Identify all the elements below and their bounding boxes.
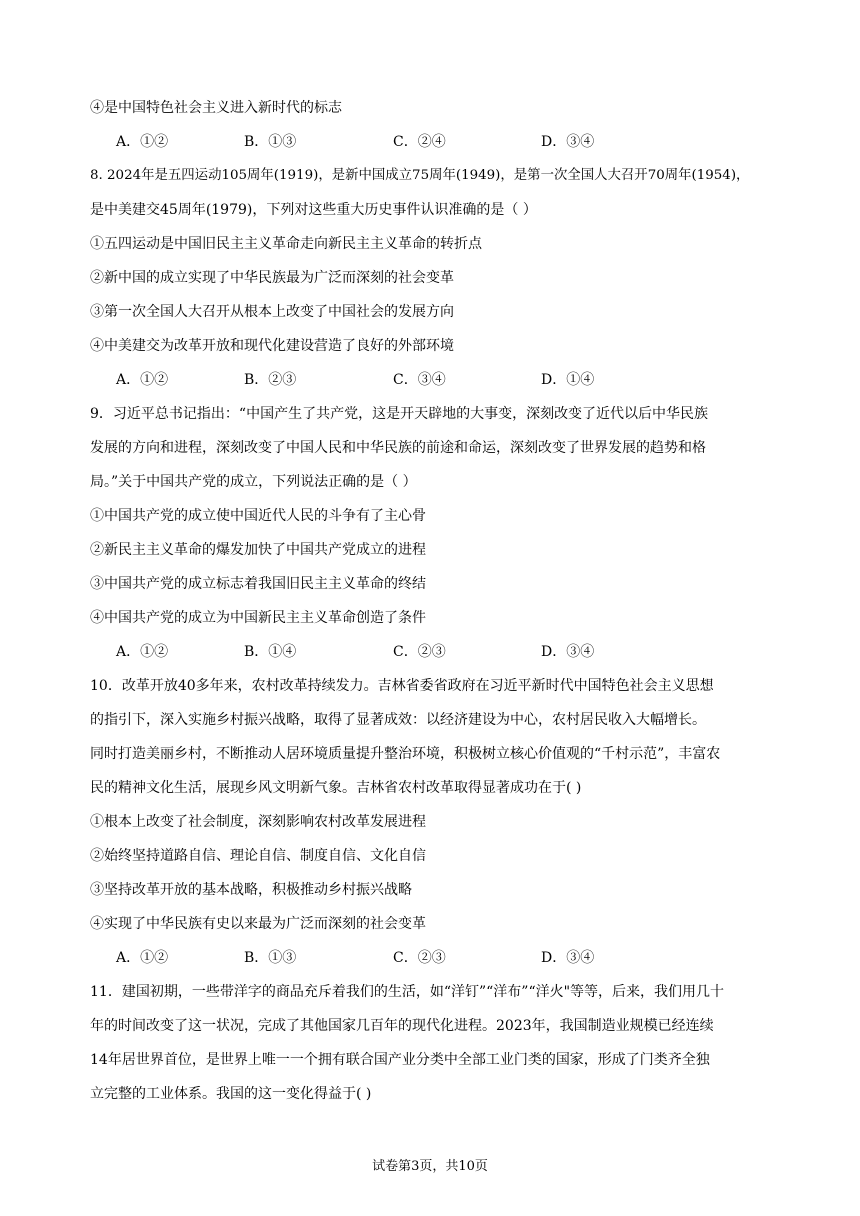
q10-option-2: ②始终坚持道路自信、理论自信、制度自信、文化自信 bbox=[90, 848, 426, 864]
q10-choice-c[interactable]: C．②③ bbox=[393, 950, 446, 966]
q10-option-3: ③坚持改革开放的基本战略，积极推动乡村振兴战略 bbox=[90, 882, 412, 898]
q10-choice-b[interactable]: B．①③ bbox=[244, 950, 297, 966]
q10-stem-line-4: 民的精神文化生活，展现乡风文明新气象。吉林省农村改革取得显著成功在于( ) bbox=[90, 780, 582, 796]
page-footer: 试卷第3页，共10页 bbox=[372, 1159, 488, 1174]
q9-option-3: ③中国共产党的成立标志着我国旧民主主义革命的终结 bbox=[90, 576, 426, 592]
q8-choice-b[interactable]: B．②③ bbox=[244, 372, 297, 388]
q11-stem-line-2: 年的时间改变了这一状况，完成了其他国家几百年的现代化进程。2023年，我国制造业规模已经连续 bbox=[90, 1018, 714, 1034]
q7-choice-b[interactable]: B．①③ bbox=[244, 134, 297, 150]
q9-stem-line-2: 发展的方向和进程，深刻改变了中国人民和中华民族的前途和命运，深刻改变了世界发展的趋势和格 bbox=[90, 440, 706, 456]
q7-choice-a[interactable]: A．①② bbox=[116, 134, 169, 150]
q11-stem-line-4: 立完整的工业体系。我国的这一变化得益于( ) bbox=[90, 1086, 372, 1102]
q9-stem-line-3: 局。”关于中国共产党的成立，下列说法正确的是（ ） bbox=[90, 474, 417, 490]
q9-choice-b[interactable]: B．①④ bbox=[244, 644, 297, 660]
q9-stem-line-1: 9．习近平总书记指出：“中国产生了共产党，这是开天辟地的大事变，深刻改变了近代以后中华民族 bbox=[90, 406, 709, 422]
q8-choice-d[interactable]: D．①④ bbox=[541, 372, 595, 388]
q9-choice-c[interactable]: C．②③ bbox=[393, 644, 446, 660]
q7-option-4: ④是中国特色社会主义进入新时代的标志 bbox=[90, 100, 342, 116]
q8-choice-c[interactable]: C．③④ bbox=[393, 372, 446, 388]
q9-choice-d[interactable]: D．③④ bbox=[541, 644, 595, 660]
q10-stem-line-2: 的指引下，深入实施乡村振兴战略，取得了显著成效：以经济建设为中心，农村居民收入大幅增长。 bbox=[90, 712, 706, 728]
q8-option-3: ③第一次全国人大召开从根本上改变了中国社会的发展方向 bbox=[90, 304, 454, 320]
q9-option-2: ②新民主主义革命的爆发加快了中国共产党成立的进程 bbox=[90, 542, 426, 558]
q8-choice-a[interactable]: A．①② bbox=[116, 372, 169, 388]
q9-choice-a[interactable]: A．①② bbox=[116, 644, 169, 660]
q8-option-4: ④中美建交为改革开放和现代化建设营造了良好的外部环境 bbox=[90, 338, 454, 354]
q10-option-4: ④实现了中华民族有史以来最为广泛而深刻的社会变革 bbox=[90, 916, 426, 932]
q7-choice-d[interactable]: D．③④ bbox=[541, 134, 595, 150]
q8-option-1: ①五四运动是中国旧民主主义革命走向新民主主义革命的转折点 bbox=[90, 236, 482, 252]
q9-option-4: ④中国共产党的成立为中国新民主主义革命创造了条件 bbox=[90, 610, 426, 626]
q10-choice-d[interactable]: D．③④ bbox=[541, 950, 595, 966]
q8-option-2: ②新中国的成立实现了中华民族最为广泛而深刻的社会变革 bbox=[90, 270, 454, 286]
q10-stem-line-3: 同时打造美丽乡村，不断推动人居环境质量提升整治环境，积极树立核心价值观的“千村示范”，丰富农 bbox=[90, 746, 721, 762]
q10-stem-line-1: 10．改革开放40多年来，农村改革持续发力。吉林省委省政府在习近平新时代中国特色社会主义思想 bbox=[90, 678, 714, 694]
q11-stem-line-1: 11．建国初期，一些带洋字的商品充斥着我们的生活，如“洋钉”“洋布”“洋火"等等，后来，我们用几十 bbox=[90, 984, 725, 1000]
q8-stem-line-2: 是中美建交45周年(1979)，下列对这些重大历史事件认识准确的是（ ） bbox=[90, 202, 537, 218]
q7-choice-c[interactable]: C．②④ bbox=[393, 134, 446, 150]
q9-option-1: ①中国共产党的成立使中国近代人民的斗争有了主心骨 bbox=[90, 508, 426, 524]
q10-option-1: ①根本上改变了社会制度，深刻影响农村改革发展进程 bbox=[90, 814, 426, 830]
q8-stem-line-1: 8. 2024年是五四运动105周年(1919)，是新中国成立75周年(1949)，是第一次全国人大召开70周年(1954)， bbox=[90, 168, 750, 183]
q11-stem-line-3: 14年居世界首位，是世界上唯一一个拥有联合国产业分类中全部工业门类的国家，形成了门类齐全独 bbox=[90, 1052, 710, 1068]
q10-choice-a[interactable]: A．①② bbox=[116, 950, 169, 966]
